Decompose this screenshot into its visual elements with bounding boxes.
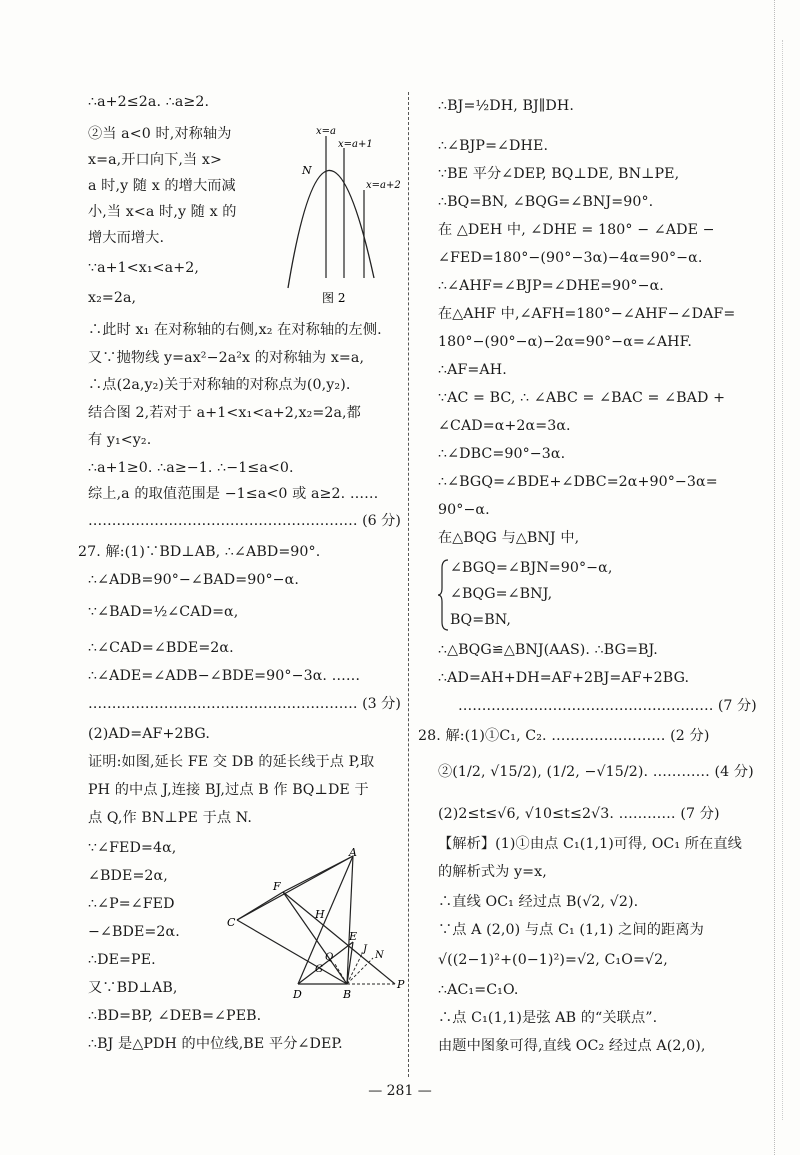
text-line: √((2−1)²+(0−1)²)=√2, C₁O=√2, [438,952,668,968]
text-line: a 时,y 随 x 的增大而减 [88,178,236,194]
text-line: ∴BJ=½DH, BJ∥DH. [438,98,574,114]
text-line: ∴AD=AH+DH=AF+2BJ=AF+2BG. [438,670,690,686]
text-line: ∴此时 x₁ 在对称轴的右侧,x₂ 在对称轴的左侧. [88,322,382,338]
figure-2-caption: 图 2 [322,291,346,305]
text-line: ∴BQ=BN, ∠BQG=∠BNJ=90°. [438,194,654,210]
text-line: ∵BE 平分∠DEP, BQ⊥DE, BN⊥PE, [438,166,680,182]
point-H: H [315,908,325,921]
point-B: B [343,988,352,1000]
page-number: — 281 — [368,1083,432,1099]
label-x-eq-a-plus-2: x=a+2 [366,180,401,191]
text-line: 综上,a 的取值范围是 −1≤a<0 或 a≥2. …… [88,486,379,502]
point-J: J [363,944,368,955]
text-line: 由题中图象可得,直线 OC₂ 经过点 A(2,0), [438,1038,706,1054]
text-line: ∴∠BJP=∠DHE. [438,138,549,154]
binding-line-inner [782,40,783,1120]
point-Q: Q [325,952,334,963]
text-line: ∴直线 OC₁ 经过点 B(√2, √2). [438,894,639,910]
text-line: ∴∠ADB=90°−∠BAD=90°−α. [88,572,299,588]
text-line: ∴∠P=∠FED [88,896,175,912]
text-line: 180°−(90°−α)−2α=90°−α=∠AHF. [438,334,692,350]
figure-geometry [225,848,407,1000]
question-28-heading: 28. 解:(1)①C₁, C₂. …………………… (2 分) [418,728,710,744]
text-line: 有 y₁<y₂. [88,432,152,448]
text-line: 又∵BD⊥AB, [88,980,178,996]
text-line: ∴∠DBC=90°−3α. [438,446,566,462]
point-N: N [375,950,384,961]
point-E: E [349,930,358,943]
text-line: ∴AC₁=C₁O. [438,982,519,998]
label-x-eq-a-plus-1: x=a+1 [338,139,373,150]
text-line: x₂=2a, [88,290,137,306]
text-line: ∠BQG=∠BNJ, [450,586,553,602]
text-line: −∠BDE=2α. [88,924,180,940]
text-line: ∴∠AHF=∠BJP=∠DHE=90°−α. [438,278,664,294]
score-line: ………………………………………………… (6 分) [88,513,401,529]
parabola-curve [288,170,374,288]
text-line: 点 Q,作 BN⊥PE 于点 N. [88,810,253,826]
text-line: ②(1/2, √15/2), (1/2, −√15/2). ………… (4 分) [438,764,754,780]
text-line: (2)2≤t≤√6, √10≤t≤2√3. ………… (7 分) [438,806,720,822]
binding-line [774,0,775,1155]
text-line: 证明:如图,延长 FE 交 DB 的延长线于点 P,取 [88,754,375,770]
text-line: ∴AF=AH. [438,362,507,378]
text-line: 【解析】(1)①由点 C₁(1,1)可得, OC₁ 所在直线 [438,836,742,852]
text-line: 90°−α. [438,502,490,518]
text-line: ∵点 A (2,0) 与点 C₁ (1,1) 之间的距离为 [438,922,704,938]
text-line: PH 的中点 J,连接 BJ,过点 B 作 BQ⊥DE 于 [88,782,369,798]
text-line: ∴∠BGQ=∠BDE+∠DBC=2α+90°−3α= [438,474,718,490]
score-line: ………………………………………………… (3 分) [88,696,401,712]
text-line: ∴∠CAD=∠BDE=2α. [88,640,234,656]
text-line: ∴BJ 是△PDH 的中位线,BE 平分∠DEP. [88,1036,343,1052]
text-line: ∴点(2a,y₂)关于对称轴的对称点为(0,y₂). [88,377,351,393]
text-line: ∴△BQG≌△BNJ(AAS). ∴BG=BJ. [438,642,658,658]
text-line: ∵AC = BC, ∴ ∠ABC = ∠BAC = ∠BAD + [438,390,726,406]
text-line: ∴BD=BP, ∠DEB=∠PEB. [88,1008,262,1024]
text-line: ∴a+2≤2a. ∴a≥2. [88,94,210,110]
text-line: ∠FED=180°−(90°−3α)−4α=90°−α. [438,250,703,266]
point-F: F [273,880,281,893]
column-divider [408,92,409,1077]
text-line: ∵a+1<x₁<a+2, [88,260,199,276]
text-line: ∵∠FED=4α, [88,840,177,856]
point-P: P [397,978,405,991]
text-line: 在 △DEH 中, ∠DHE = 180° − ∠ADE − [438,222,715,238]
label-x-eq-a: x=a [316,126,336,137]
text-line: ∴a+1≥0. ∴a≥−1. ∴−1≤a<0. [88,460,294,476]
text-line: ∠BDE=2α, [88,868,168,884]
brace-icon [438,558,450,632]
text-line: ∴DE=PE. [88,952,156,968]
figure-2-parabola [282,118,404,308]
point-G: G [315,964,323,975]
text-line: 的解析式为 y=x, [438,864,547,880]
text-line: 增大而增大. [88,230,165,246]
text-line: ∴点 C₁(1,1)是弦 AB 的“关联点”. [438,1010,658,1026]
text-line: (2)AD=AF+2BG. [88,726,210,742]
point-A: A [349,848,357,859]
text-line: ∠CAD=α+2α=3α. [438,418,571,434]
text-line: ②当 a<0 时,对称轴为 [88,126,232,142]
text-line: ∵∠BAD=½∠CAD=α, [88,604,239,620]
text-line: 在△BQG 与△BNJ 中, [438,530,580,546]
label-N: N [302,164,312,177]
text-line: ∴∠ADE=∠ADB−∠BDE=90°−3α. …… [88,668,361,684]
text-line: 结合图 2,若对于 a+1<x₁<a+2,x₂=2a,都 [88,405,361,421]
text-line: ∠BGQ=∠BJN=90°−α, [450,560,613,576]
text-line: 在△AHF 中,∠AFH=180°−∠AHF−∠DAF= [438,306,736,322]
text-line: BQ=BN, [450,612,511,628]
text-line: 又∵抛物线 y=ax²−2a²x 的对称轴为 x=a, [88,350,365,366]
question-27-heading: 27. 解:(1)∵BD⊥AB, ∴∠ABD=90°. [78,544,321,560]
text-line: x=a,开口向下,当 x> [88,152,223,168]
point-D: D [293,988,302,1000]
text-line: 小,当 x<a 时,y 随 x 的 [88,204,237,220]
score-line: ……………………………………………… (7 分) [458,698,757,714]
point-C: C [227,916,236,929]
